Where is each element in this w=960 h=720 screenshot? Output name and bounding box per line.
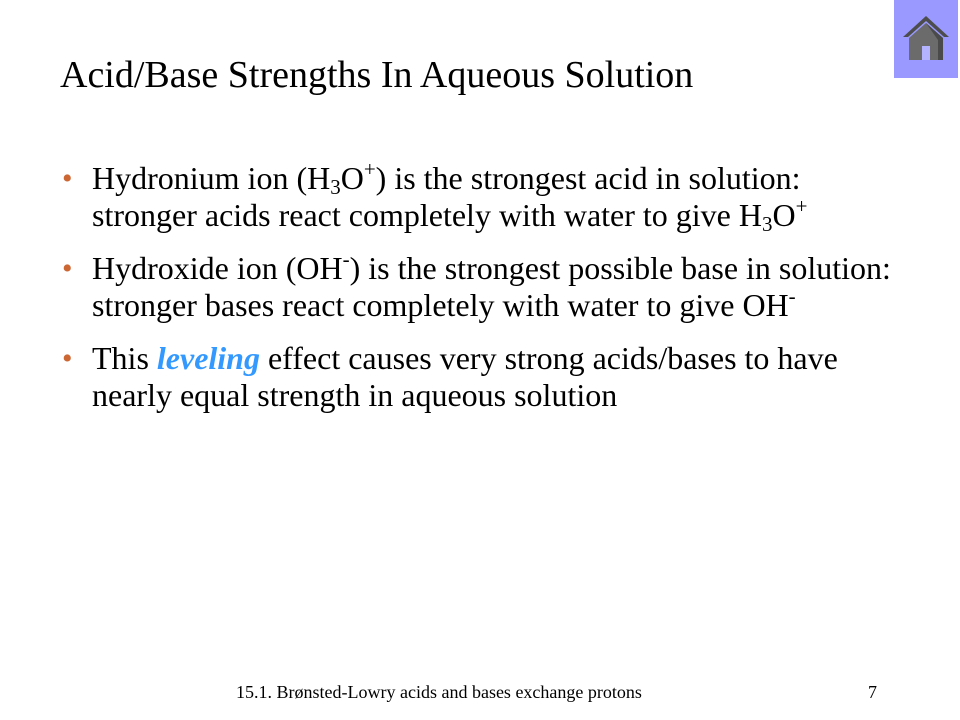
text-run: O [340, 160, 364, 196]
bullet-marker: • [62, 162, 73, 195]
text-run: Hydronium ion (H [92, 160, 331, 196]
bullet-hydroxide [60, 247, 910, 324]
superscript: + [363, 157, 376, 181]
bullet-hydronium [60, 157, 910, 236]
subscript: 3 [330, 175, 341, 199]
text-run: O [772, 197, 796, 233]
bullet-list [60, 157, 910, 430]
bullet-marker: • [62, 252, 73, 285]
superscript: + [795, 194, 808, 218]
text-run: ) is the strongest possible base in solution: stronger bases react completely with water to give OH [92, 250, 891, 323]
emphasized-term: leveling [156, 340, 260, 376]
text-run: This [92, 340, 157, 376]
page-number: 7 [868, 682, 877, 702]
footer-text: 15.1. Brønsted-Lowry acids and bases exchange protons [236, 682, 642, 702]
text-run: ) is the strongest acid in solution: stronger acids react completely with water to give H [92, 160, 801, 233]
superscript: - [788, 284, 796, 308]
bullet-text [92, 157, 910, 236]
home-button[interactable] [894, 0, 958, 78]
subscript: 3 [761, 212, 773, 236]
text-run: Hydroxide ion (OH [92, 250, 343, 286]
bullet-text [92, 340, 910, 414]
slide-title: Acid/Base Strengths In Aqueous Solution [60, 54, 694, 96]
bullet-text [92, 247, 910, 324]
bullet-marker: • [62, 342, 73, 375]
text-run: effect causes very strong acids/bases to have nearly equal strength in aqueous solution [92, 340, 838, 413]
bullet-leveling [60, 340, 910, 414]
home-icon [902, 14, 950, 62]
superscript: - [342, 247, 350, 271]
